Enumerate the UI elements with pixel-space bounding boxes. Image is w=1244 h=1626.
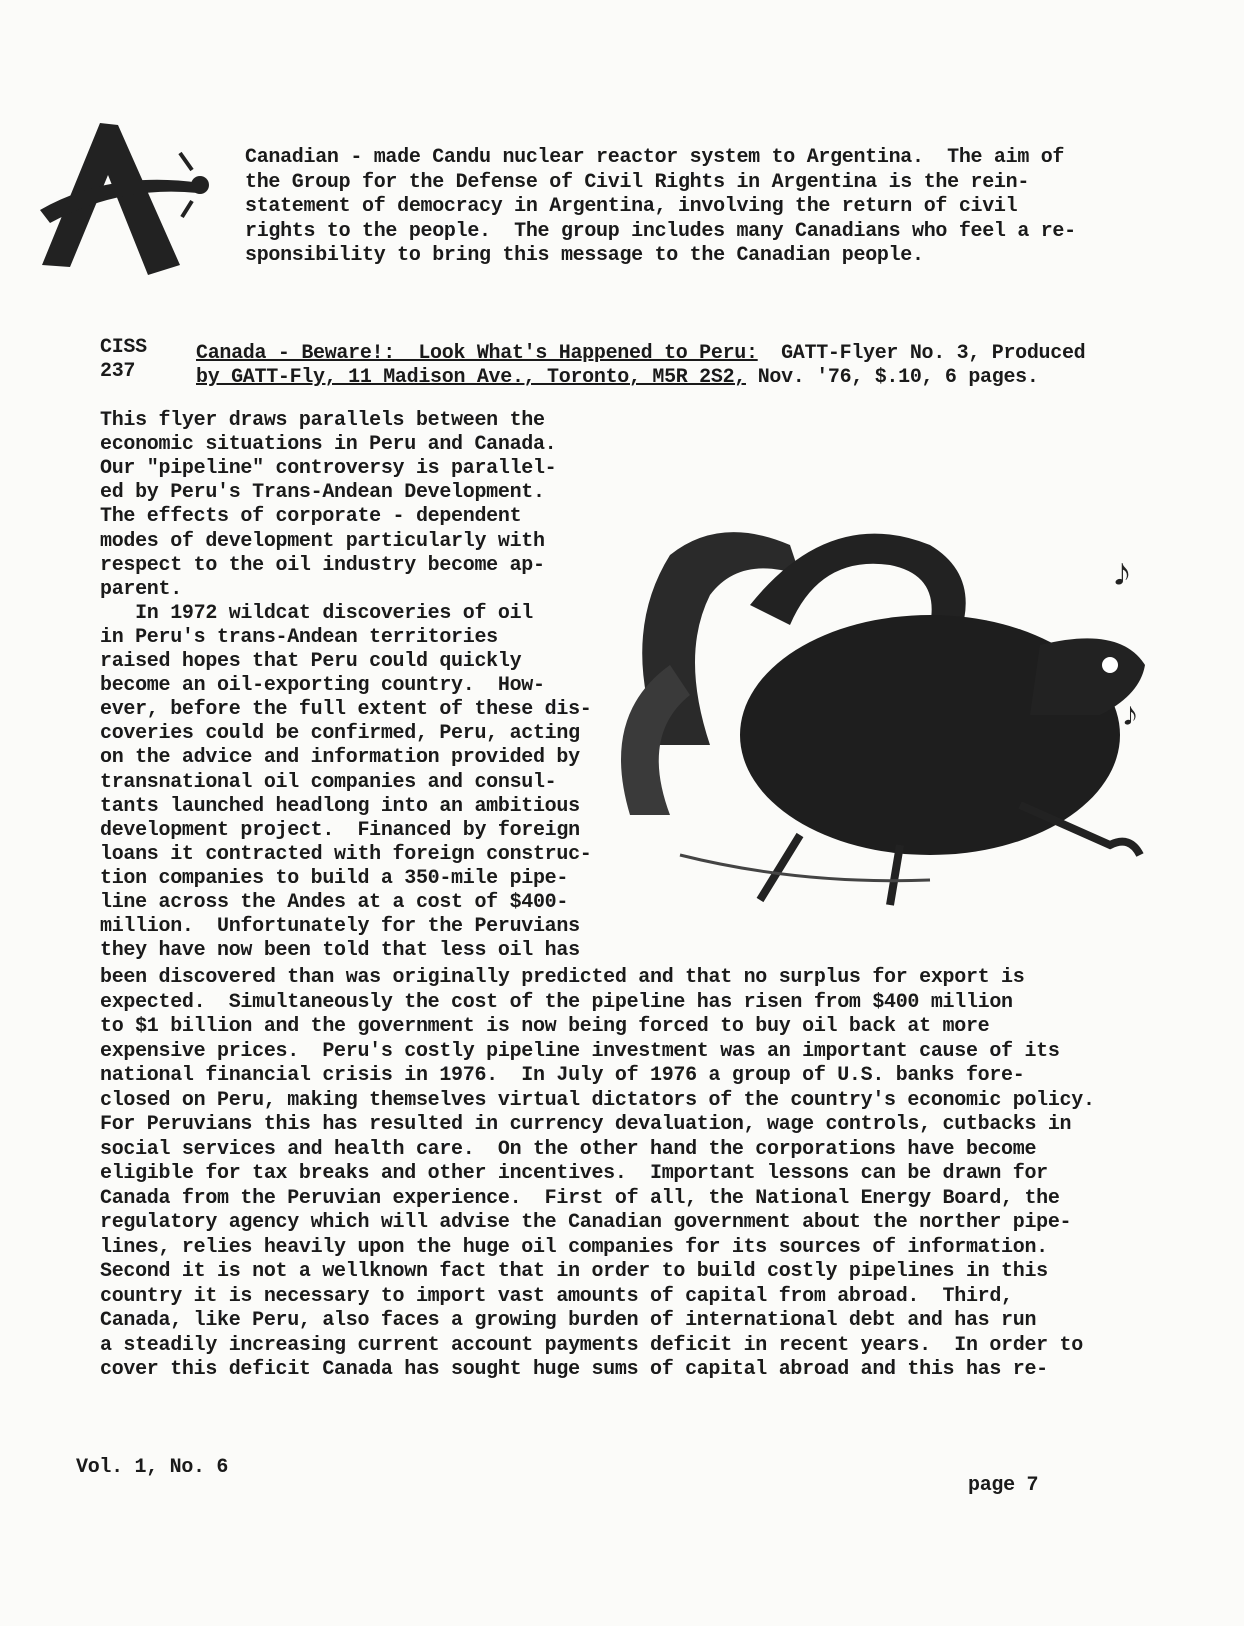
text-line: line across the Andes at a cost of $400- xyxy=(100,891,569,914)
entry-date-price: Nov. '76, $.10, 6 pages. xyxy=(746,366,1039,389)
text-line: For Peruvians this has resulted in currency devaluation, wage controls, cutbacks in xyxy=(100,1113,1072,1136)
text-line: Canada, like Peru, also faces a growing burden of international debt and has run xyxy=(100,1309,1037,1332)
entry-publisher: by GATT-Fly, 11 Madison Ave., Toronto, M5R 2S2, xyxy=(196,366,746,389)
text-line: tants launched headlong into an ambitious xyxy=(100,794,580,818)
publication-logo xyxy=(30,115,220,285)
text-line: tion companies to build a 350-mile pipe- xyxy=(100,866,569,890)
text-line: closed on Peru, making themselves virtual dictators of the country's economic policy. xyxy=(100,1088,1095,1112)
text-line: sponsibility to bring this message to the Canadian people. xyxy=(245,244,924,267)
text-line: national financial crisis in 1976. In July of 1976 a group of U.S. banks fore- xyxy=(100,1064,1025,1087)
text-line: a steadily increasing current account payments deficit in recent years. In order to xyxy=(100,1333,1083,1357)
text-line: rights to the people. The group includes many Canadians who feel a re- xyxy=(245,219,1076,243)
text-line: modes of development particularly with xyxy=(100,529,545,553)
text-line: lines, relies heavily upon the huge oil companies for its sources of information. xyxy=(100,1235,1048,1259)
entry-code: CISS xyxy=(100,336,147,359)
entry-title: Canada - Beware!: Look What's Happened to Peru: xyxy=(196,342,758,365)
text-line: economic situations in Peru and Canada. xyxy=(100,433,557,457)
page-number: page 7 xyxy=(968,1474,1039,1497)
text-line: In 1972 wildcat discoveries of oil xyxy=(100,601,533,625)
text-line: expensive prices. Peru's costly pipeline investment was an important cause of its xyxy=(100,1039,1060,1063)
text-line: the Group for the Defense of Civil Rights in Argentina is the rein- xyxy=(245,170,1030,194)
text-line: Canadian - made Candu nuclear reactor system to Argentina. The aim of xyxy=(245,146,1065,169)
rat-and-snake-illustration xyxy=(600,515,1170,915)
text-line: loans it contracted with foreign construc- xyxy=(100,842,592,866)
text-line: eligible for tax breaks and other incentives. Important lessons can be drawn for xyxy=(100,1162,1048,1185)
text-line: statement of democracy in Argentina, involving the return of civil xyxy=(245,195,1018,218)
text-line: transnational oil companies and consul- xyxy=(100,770,557,794)
entry-citation: GATT-Flyer No. 3, Produced xyxy=(757,342,1086,365)
text-line: been discovered than was originally predicted and that no surplus for export is xyxy=(100,966,1025,989)
text-line: This flyer draws parallels between the xyxy=(100,409,545,432)
text-line: on the advice and information provided by xyxy=(100,746,580,770)
text-line: in Peru's trans-Andean territories xyxy=(100,625,498,649)
text-line: The effects of corporate - dependent xyxy=(100,505,522,529)
text-line: they have now been told that less oil has xyxy=(100,939,580,963)
text-line: to $1 billion and the government is now being forced to buy oil back at more xyxy=(100,1015,990,1038)
text-line: social services and health care. On the other hand the corporations have become xyxy=(100,1137,1037,1161)
text-line: Our "pipeline" controversy is parallel- xyxy=(100,457,557,481)
text-line: raised hopes that Peru could quickly xyxy=(100,650,522,673)
text-line: expected. Simultaneously the cost of the pipeline has risen from $400 million xyxy=(100,990,1013,1014)
text-line: Canada from the Peruvian experience. First of all, the National Energy Board, the xyxy=(100,1186,1060,1210)
entry-number: 237 xyxy=(100,360,136,383)
text-line: coveries could be confirmed, Peru, acting xyxy=(100,722,580,746)
text-line: respect to the oil industry become ap- xyxy=(100,553,545,577)
svg-text:♪: ♪ xyxy=(1120,698,1141,736)
text-line: country it is necessary to import vast amounts of capital from abroad. Third, xyxy=(100,1284,1013,1308)
text-line: regulatory agency which will advise the Canadian government about the norther pipe- xyxy=(100,1211,1072,1234)
svg-text:♪: ♪ xyxy=(1110,553,1135,598)
volume-number: Vol. 1, No. 6 xyxy=(76,1456,229,1479)
text-line: ed by Peru's Trans-Andean Development. xyxy=(100,481,545,505)
text-line: million. Unfortunately for the Peruvians xyxy=(100,915,580,939)
text-line: parent. xyxy=(100,577,182,601)
text-line: Second it is not a wellknown fact that in order to build costly pipelines in this xyxy=(100,1260,1048,1283)
text-line: become an oil-exporting country. How- xyxy=(100,674,545,698)
text-line: ever, before the full extent of these dis- xyxy=(100,698,592,722)
text-line: cover this deficit Canada has sought huge sums of capital abroad and this has re- xyxy=(100,1358,1048,1381)
text-line: development project. Financed by foreign xyxy=(100,818,580,842)
